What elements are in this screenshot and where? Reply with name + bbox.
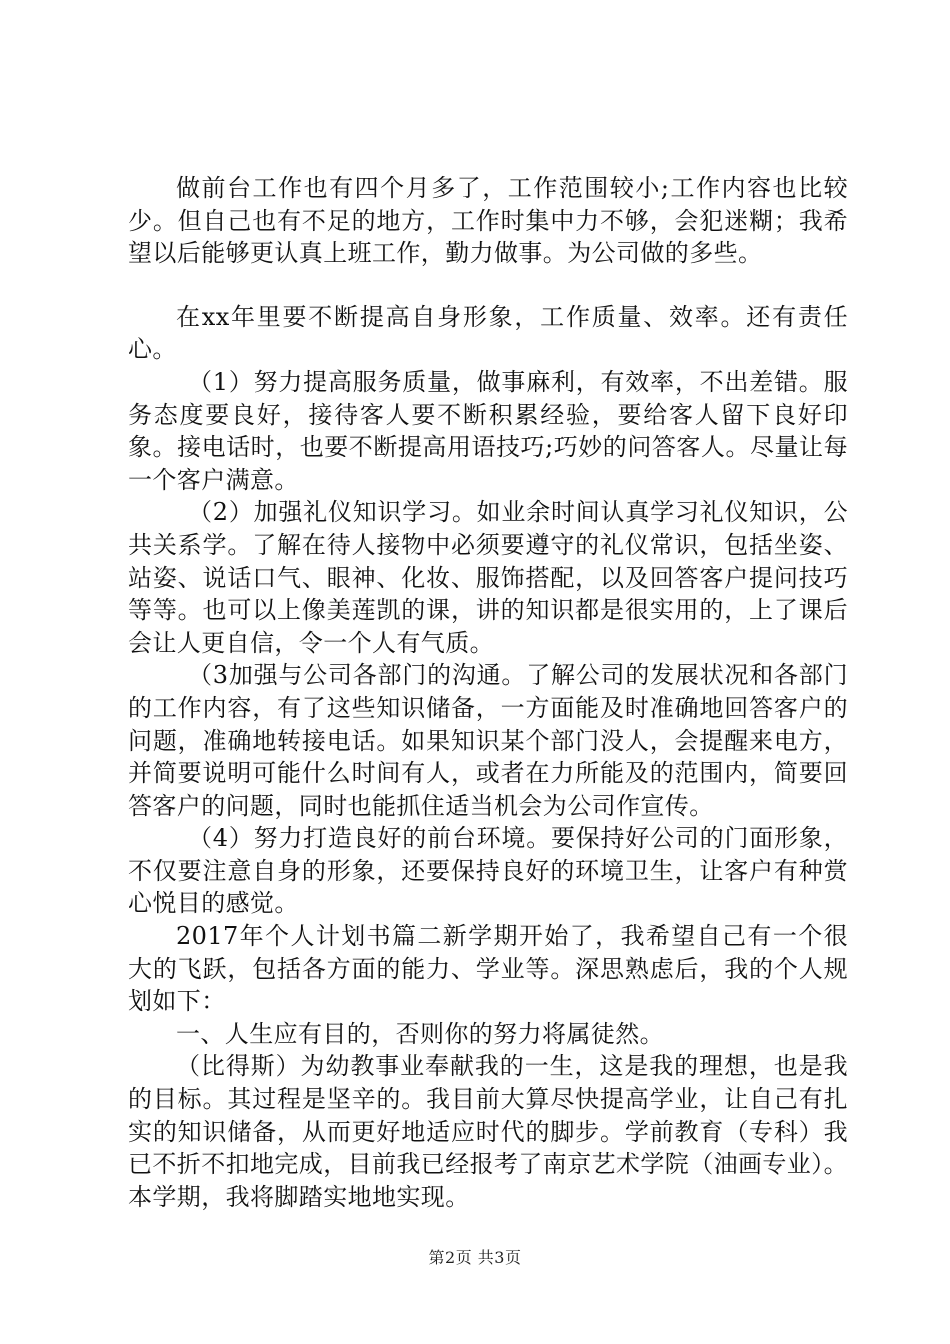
paragraph-item-4-environment: （4）努力打造良好的前台环境。要保持好公司的门面形象，不仅要注意自身的形象，还要保持良好的环境卫生，让客户有种赏心悦目的感觉。 bbox=[128, 824, 848, 918]
paragraph-section-one-heading: 一、人生应有目的，否则你的努力将属徒然。 bbox=[176, 1019, 664, 1048]
paragraph-plan-part-two-intro: 2017年个人计划书篇二新学期开始了，我希望自己有一个很大的飞跃，包括各方面的能力、学业等。深思熟虑后，我的个人规划如下： bbox=[128, 922, 848, 1016]
paragraph-item-2-etiquette: （2）加强礼仪知识学习。如业余时间认真学习礼仪知识，公共关系学。了解在待人接物中必须要遵守的礼仪常识，包括坐姿、站姿、说话口气、眼神、化妆、服饰搭配，以及回答客户提问技巧等等。也可以上像美莲凯的课，讲的知识都是很实用的，上了课后会让人更自信，令一个人有气质。 bbox=[128, 498, 848, 657]
document-body bbox=[128, 172, 848, 1213]
paragraph-yearly-goal: 在xx年里要不断提高自身形象，工作质量、效率。还有责任心。 bbox=[128, 302, 848, 364]
paragraph-career-goal: （比得斯）为幼教事业奉献我的一生，这是我的理想，也是我的目标。其过程是坚辛的。我目前大算尽快提高学业，让自己有扎实的知识储备，从而更好地适应时代的脚步。学前教育（专科）我已不折不扣地完成，目前我已经报考了南京艺术学院（油画专业）。本学期，我将脚踏实地地实现。 bbox=[128, 1052, 848, 1211]
paragraph-item-3-communication: （3加强与公司各部门的沟通。了解公司的发展状况和各部门的工作内容，有了这些知识储备，一方面能及时准确地回答客户的问题，准确地转接电话。如果知识某个部门没人，会提醒来电方，并简要说明可能什么时间有人，或者在力所能及的范围内，简要回答客户的问题，同时也能抓住适当机会为公司作宣传。 bbox=[128, 661, 848, 820]
paragraph-frontdesk-summary: 做前台工作也有四个月多了，工作范围较小;工作内容也比较少。但自己也有不足的地方，工作时集中力不够，会犯迷糊；我希望以后能够更认真上班工作，勤力做事。为公司做的多些。 bbox=[128, 174, 848, 268]
paragraph-item-1-service-quality: （1）努力提高服务质量，做事麻利，有效率，不出差错。服务态度要良好，接待客人要不断积累经验，要给客人留下良好印象。接电话时，也要不断提高用语技巧;巧妙的问答客人。尽量让每一个客户满意。 bbox=[128, 367, 848, 494]
page-number-footer: 第2页 共3页 bbox=[428, 1248, 522, 1267]
